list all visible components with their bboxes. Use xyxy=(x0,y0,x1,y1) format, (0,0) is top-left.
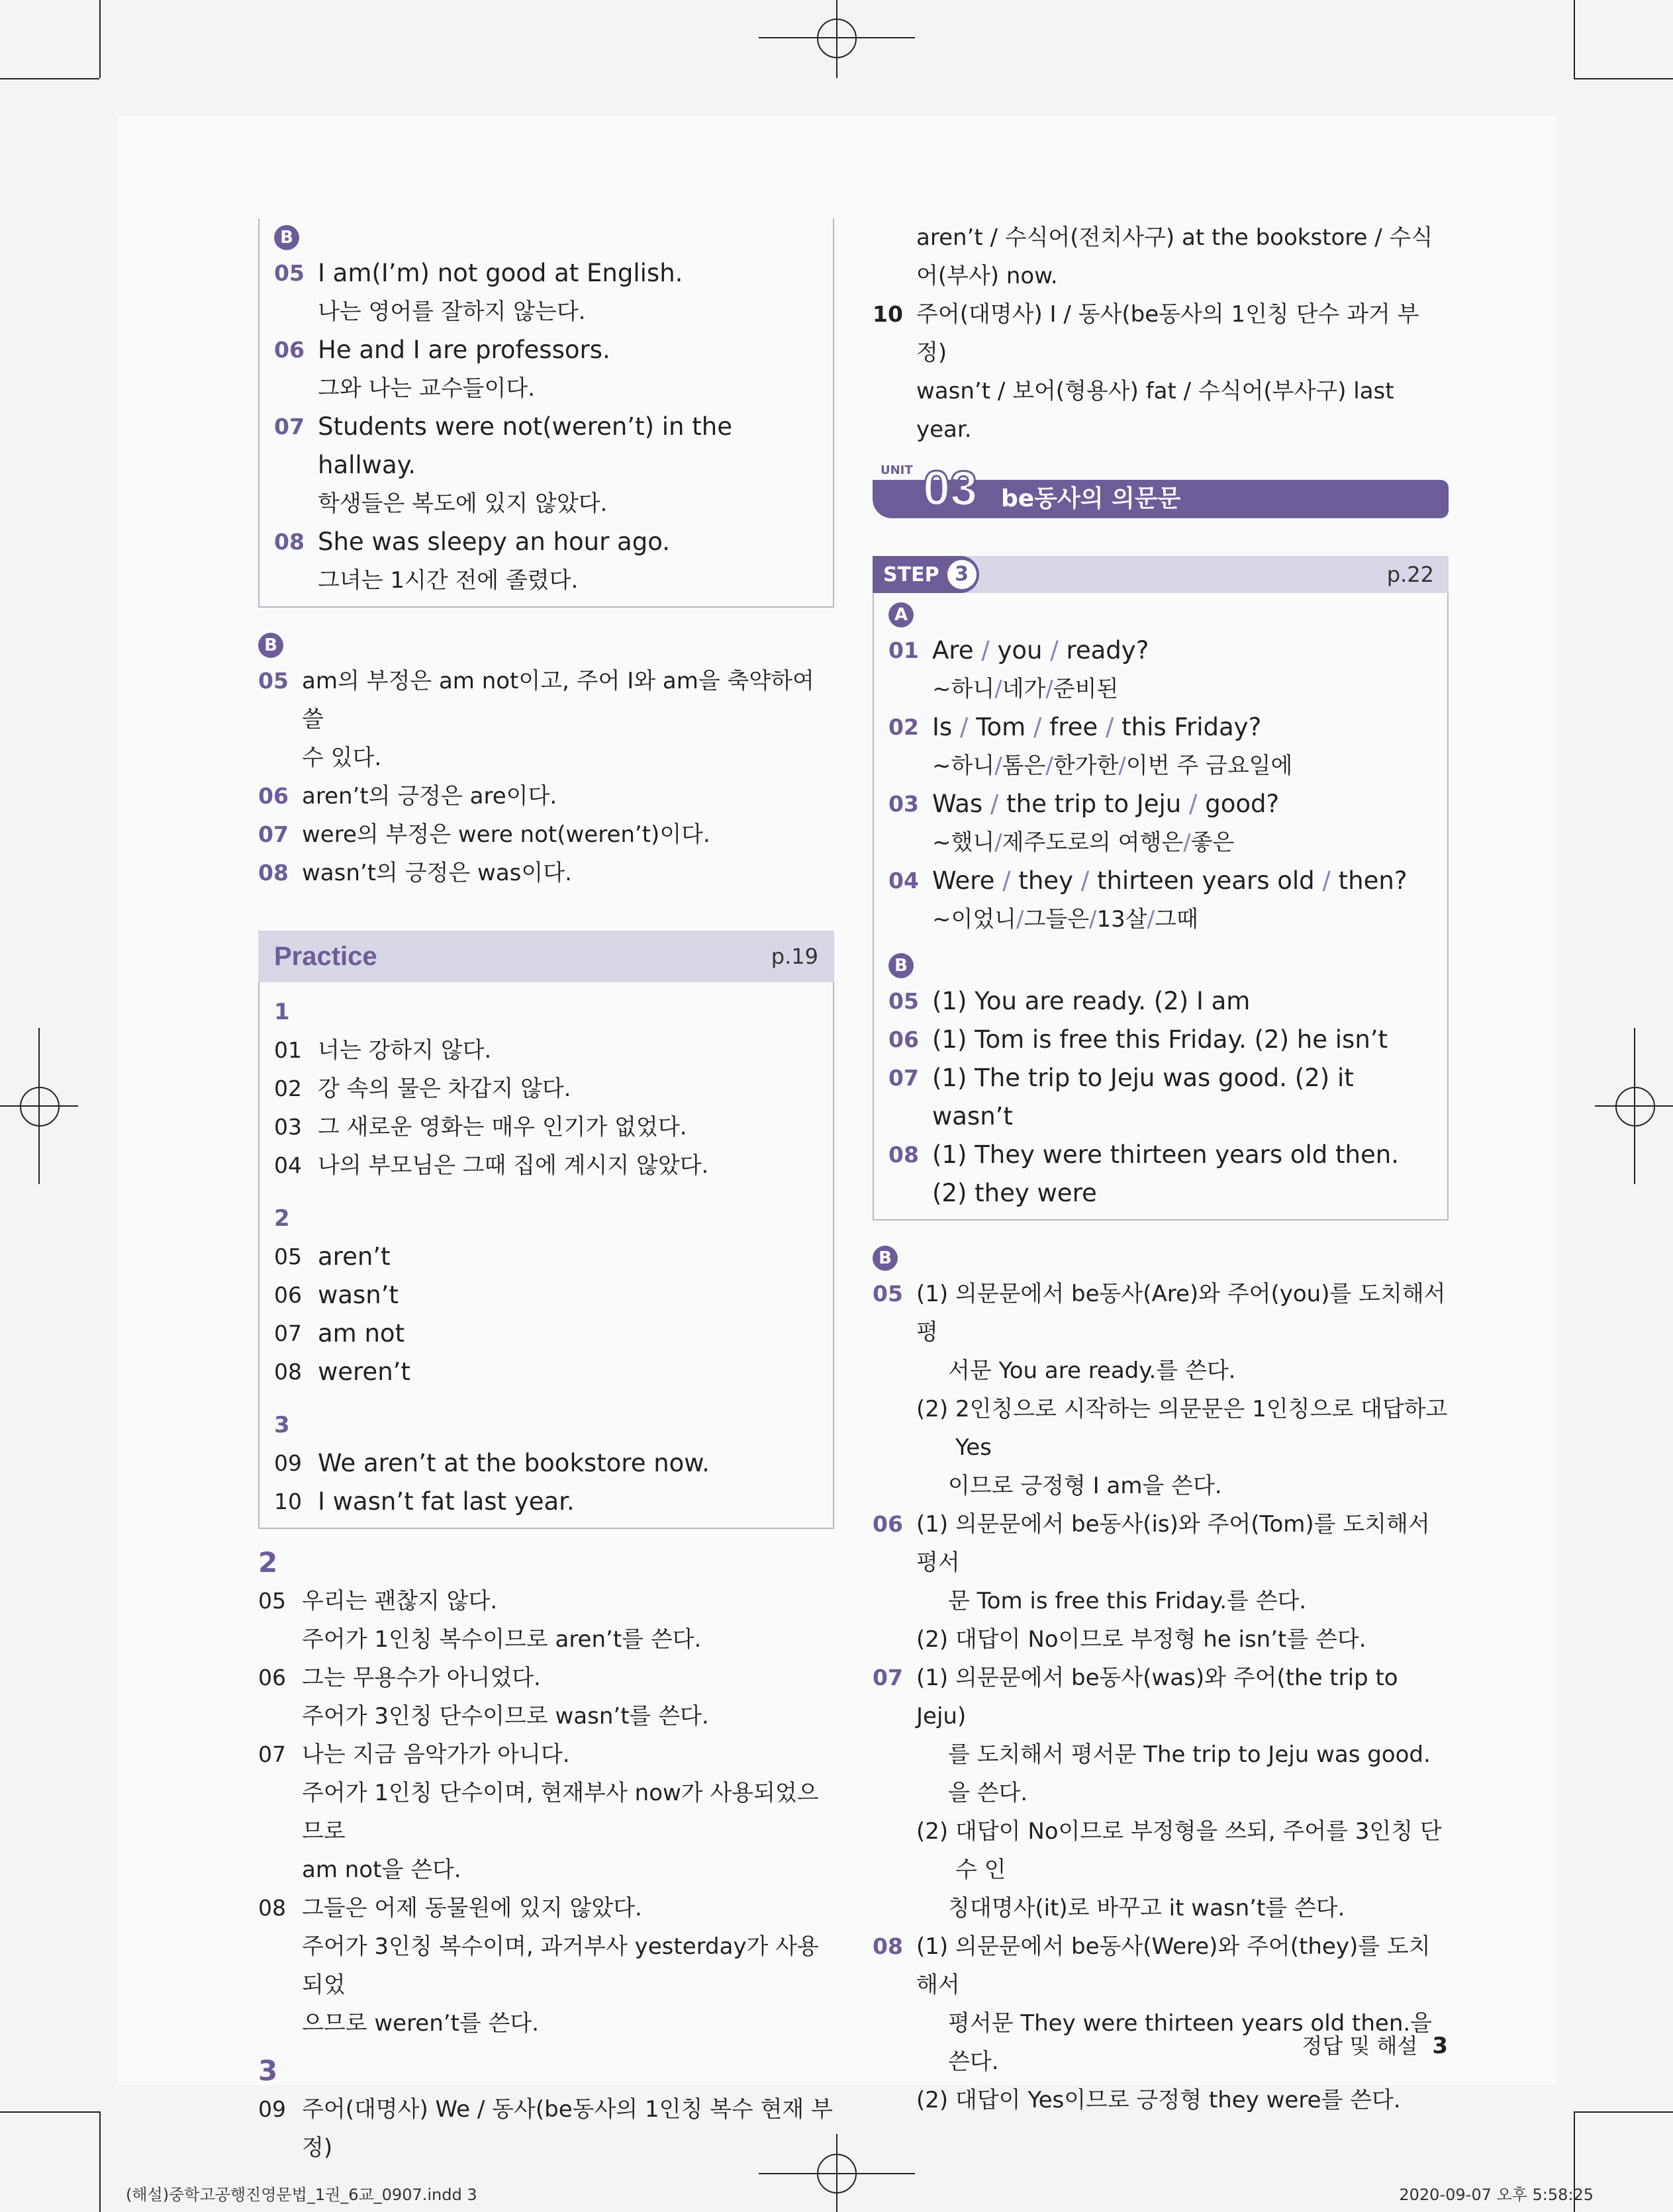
explanation-row: 05 (1) 의문문에서 be동사(Are)와 주어(you)를 도치해서 평 xyxy=(873,1281,1446,1346)
section-line: am not을 쓴다. xyxy=(302,1857,461,1883)
section-3 xyxy=(258,2052,834,2167)
page-reference: p.22 xyxy=(1386,562,1434,587)
explanation-row: 06 (1) 의문문에서 be동사(is)와 주어(Tom)를 도치해서 평서 xyxy=(873,1511,1430,1576)
practice-header xyxy=(258,931,834,982)
step-header xyxy=(873,556,1449,593)
section-row: 09 주어(대명사) We / 동사(be동사의 1인칭 복수 현재 부정) xyxy=(258,2096,833,2161)
explanation-line: 를 도치해서 평서문 The trip to Jeju was good. xyxy=(948,1741,1431,1768)
practice-box xyxy=(258,982,834,1529)
chunk-translation: ~했니 / 제주도로의 여행은 / 좋은 xyxy=(932,829,1235,856)
section-number: 2 xyxy=(258,1546,278,1579)
explanation-row: (2) 대답이 No이므로 부정형을 쓰되, 주어를 3인칭 단수 인 xyxy=(916,1818,1442,1883)
section-row: 05 우리는 괜찮지 않다. xyxy=(258,1588,498,1614)
step-badge: STEP 3 xyxy=(873,556,979,593)
section-line: 주어가 3인칭 단수이므로 wasn’t를 쓴다. xyxy=(302,1703,709,1729)
chunk-translation: ~하니 / 톰은 / 한가한 / 이번 주 금요일에 xyxy=(932,753,1293,779)
explanation-row: (2) 2인칭으로 시작하는 의문문은 1인칭으로 대답하고 Yes xyxy=(916,1396,1448,1461)
registration-circle-right xyxy=(1615,1087,1655,1127)
explanation-row: 05 am의 부정은 am not이고, 주어 I와 am을 축약하여 쓸 xyxy=(258,668,814,733)
registration-circle-top xyxy=(817,19,857,58)
section-number: 3 xyxy=(258,2054,278,2087)
explanation-row: (2) 대답이 Yes이므로 긍정형 they were를 쓴다. xyxy=(916,2087,1401,2113)
chunk-row: 04 Were / they / thirteen years old / then? xyxy=(888,866,1408,895)
section-a-badge: A xyxy=(888,602,914,627)
explanation-b-right xyxy=(873,1239,1449,2119)
section-2 xyxy=(258,1544,834,2043)
crop-mark-bl-v xyxy=(99,2111,101,2212)
explanation-line: 평서문 They were thirteen years old then.을 xyxy=(948,2010,1433,2037)
explanation-line: 이므로 긍정형 I am을 쓴다. xyxy=(948,1473,1222,1499)
section-b-badge: B xyxy=(873,1246,898,1271)
answer-row: 07 Students were not(weren’t) in the hallway. xyxy=(274,412,732,479)
answer-row: 05 I am(I’m) not good at English. xyxy=(274,259,683,287)
practice-group-label: 1 xyxy=(274,999,290,1025)
section-row: 07 나는 지금 음악가가 아니다. xyxy=(258,1741,570,1768)
explanation-line: 칭대명사(it)로 바꾸고 it wasn’t를 쓴다. xyxy=(948,1895,1345,1921)
crop-mark-br-h xyxy=(1574,2111,1673,2113)
slug-date: 2020-09-07 오후 5:58:25 xyxy=(1399,2186,1594,2204)
practice-group-label: 3 xyxy=(274,1412,290,1438)
explanation-line: 서문 You are ready.를 쓴다. xyxy=(948,1358,1236,1384)
practice-section xyxy=(258,931,834,1529)
explanation-row: 08 (1) 의문문에서 be동사(Were)와 주어(they)를 도치해서 xyxy=(873,1933,1431,1998)
continued-line: aren’t / 수식어(전치사구) at the bookstore / 수식 xyxy=(916,224,1433,251)
practice-row: 08 weren’t xyxy=(274,1358,410,1386)
section-row: 08 그들은 어제 동물원에 있지 않았다. xyxy=(258,1895,642,1921)
practice-row: 09 We aren’t at the bookstore now. xyxy=(274,1449,710,1477)
answer-box-b xyxy=(258,218,834,608)
answer-row: 06 He and I are professors. xyxy=(274,336,610,364)
practice-row: 03 그 새로운 영화는 매우 인기가 없었다. xyxy=(274,1114,687,1140)
unit-title: be동사의 의문문 xyxy=(1001,485,1181,512)
section-row: 06 그는 무용수가 아니었다. xyxy=(258,1665,541,1691)
answer-row: 10 주어(대명사) I / 동사(be동사의 1인칭 단수 과거 부정) xyxy=(873,301,1419,366)
practice-title: Practice xyxy=(274,941,377,971)
registration-circle-left xyxy=(20,1087,60,1127)
left-column xyxy=(258,218,834,2167)
answer-row: 08 (1) They were thirteen years old then. xyxy=(888,1140,1399,1169)
chunk-row: 02 Is / Tom / free / this Friday? xyxy=(888,713,1262,741)
practice-row: 05 aren’t xyxy=(274,1242,391,1271)
crop-mark-bl-h xyxy=(0,2111,99,2113)
answer-translation: 그녀는 1시간 전에 졸렸다. xyxy=(318,567,579,594)
answer-translation: 나는 영어를 잘하지 않는다. xyxy=(318,299,586,325)
explanation-row: 08 wasn’t의 긍정은 was이다. xyxy=(258,860,572,886)
explanation-line: 수 있다. xyxy=(302,745,382,771)
footer-label: 정답 및 해설 xyxy=(1302,2033,1418,2058)
practice-row: 01 너는 강하지 않다. xyxy=(274,1037,492,1064)
practice-row: 02 강 속의 물은 차갑지 않다. xyxy=(274,1076,571,1102)
practice-row: 06 wasn’t xyxy=(274,1281,399,1309)
crop-mark-tl-h xyxy=(0,78,99,79)
section-line: 주어가 3인칭 복수이며, 과거부사 yesterday가 사용되었 xyxy=(302,1933,819,1998)
crop-mark-tl-v xyxy=(99,0,101,78)
step-section xyxy=(873,556,1449,2119)
chunk-translation: ~이었니 / 그들은 / 13살 / 그때 xyxy=(932,906,1198,933)
chunk-row: 03 Was / the trip to Jeju / good? xyxy=(888,790,1280,818)
page-footer xyxy=(1302,2029,1448,2060)
explanation-line: 문 Tom is free this Friday.를 쓴다. xyxy=(948,1588,1307,1614)
unit-label: UNIT xyxy=(881,463,913,477)
section-line: 으므로 weren’t를 쓴다. xyxy=(302,2010,540,2037)
section-b-badge: B xyxy=(888,953,914,978)
answer-row: 07 (1) The trip to Jeju was good. (2) it wasn’t xyxy=(888,1064,1354,1130)
continued-line: 어(부사) now. xyxy=(916,263,1058,289)
slug-filename: (해설)중학고공행진영문법_1권_6교_0907.indd 3 xyxy=(126,2186,477,2204)
section-line: 주어가 1인칭 단수이며, 현재부사 now가 사용되었으므로 xyxy=(302,1780,819,1845)
practice-group-label: 2 xyxy=(274,1205,290,1232)
section-line: 주어가 1인칭 복수이므로 aren’t를 쓴다. xyxy=(302,1626,702,1653)
practice-row: 10 I wasn’t fat last year. xyxy=(274,1487,575,1516)
explanation-row: 07 (1) 의문문에서 be동사(was)와 주어(the trip to Jeju) xyxy=(873,1665,1398,1729)
explanation-b xyxy=(258,626,834,892)
practice-row: 07 am not xyxy=(274,1319,405,1348)
answer-row: 05 (1) You are ready. (2) I am xyxy=(888,987,1251,1015)
page-number: 3 xyxy=(1432,2033,1448,2059)
answer-line: (2) they were xyxy=(932,1179,1097,1207)
page-reference: p.19 xyxy=(771,944,818,969)
crop-mark-tr-h xyxy=(1574,78,1673,79)
section-b-badge: B xyxy=(274,225,299,250)
explanation-row: (2) 대답이 No이므로 부정형 he isn’t를 쓴다. xyxy=(916,1626,1366,1653)
chunk-translation: ~하니 / 네가 / 준비된 xyxy=(932,676,1119,702)
explanation-row: 06 aren’t의 긍정은 are이다. xyxy=(258,783,557,809)
step-number: 3 xyxy=(947,560,977,589)
practice-row: 04 나의 부모님은 그때 집에 계시지 않았다. xyxy=(274,1152,709,1179)
step-box xyxy=(873,593,1449,1221)
crop-mark-tr-v xyxy=(1574,0,1575,78)
answer-line: wasn’t / 보어(형용사) fat / 수식어(부사구) last year. xyxy=(916,378,1394,443)
explanation-row: 07 were의 부정은 were not(weren’t)이다. xyxy=(258,821,710,848)
explanation-line: 을 쓴다. xyxy=(948,1780,1028,1806)
answer-translation: 학생들은 복도에 있지 않았다. xyxy=(318,490,608,517)
section-b-badge: B xyxy=(258,633,283,658)
answer-row: 06 (1) Tom is free this Friday. (2) he isn’t xyxy=(888,1025,1388,1054)
answer-row: 08 She was sleepy an hour ago. xyxy=(274,528,670,556)
chunk-row: 01 Are / you / ready? xyxy=(888,636,1149,665)
answer-translation: 그와 나는 교수들이다. xyxy=(318,375,536,402)
explanation-line: 쓴다. xyxy=(948,2049,999,2075)
unit-number: 03 xyxy=(923,461,978,516)
